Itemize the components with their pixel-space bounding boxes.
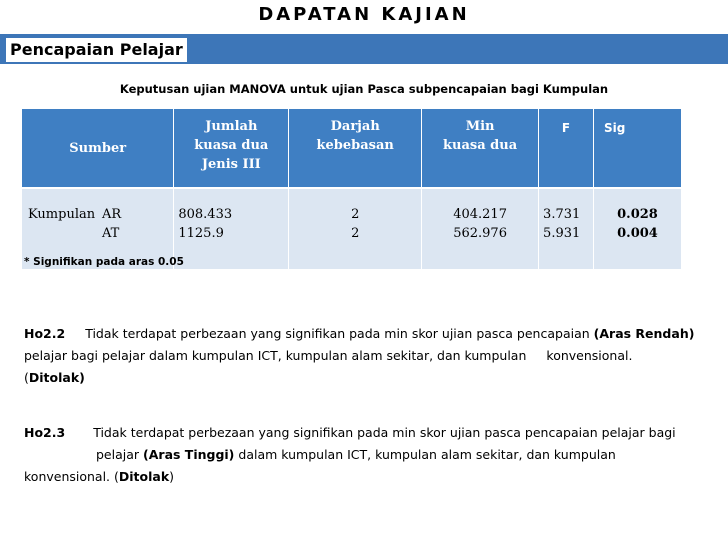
group-at: AT	[102, 226, 120, 241]
ho22-verdict: Ditolak	[28, 370, 80, 385]
group-ar: AR	[102, 207, 122, 222]
header-darjah-line2: kebebasan	[316, 138, 394, 153]
sig-at: 0.004	[617, 226, 658, 241]
header-jumlah-line2: kuasa dua	[194, 138, 269, 153]
cell-darjah	[289, 188, 422, 269]
header-jumlah-line1: Jumlah	[205, 119, 258, 134]
jumlah-at: 1125.9	[178, 226, 224, 241]
header-min-line2: kuasa dua	[443, 138, 518, 153]
ho23-close: )	[169, 469, 175, 484]
header-min	[422, 109, 539, 188]
kumpulan-label: Kumpulan	[28, 207, 96, 222]
darjah-ar: 2	[351, 207, 360, 222]
jumlah-ar: 808.433	[178, 207, 233, 222]
header-min-line1: Min	[465, 119, 495, 134]
sig-ar: 0.028	[617, 207, 658, 222]
ho22-close: )	[79, 370, 85, 385]
header-sig: Sig	[594, 109, 682, 188]
ho23-verdict: Ditolak	[118, 469, 170, 484]
f-at: 5.931	[543, 226, 581, 241]
slide-title: DAPATAN KAJIAN	[258, 4, 470, 25]
ho22-open: (	[24, 370, 29, 385]
significance-footnote: * Signifikan pada aras 0.05	[24, 256, 184, 268]
hypothesis-ho23	[24, 422, 704, 488]
table-header-row	[22, 109, 682, 188]
manova-table	[22, 109, 682, 269]
ho22-aras-rendah: (Aras Rendah)	[593, 326, 695, 341]
cell-f	[539, 188, 594, 269]
hypothesis-ho22	[24, 323, 704, 389]
ho22-text-3: konvensional.	[546, 348, 633, 363]
ho23-label: Ho2.3	[24, 425, 66, 440]
header-f: F	[539, 109, 594, 188]
ho23-aras-tinggi: (Aras Tinggi)	[143, 447, 235, 462]
min-ar: 404.217	[453, 207, 507, 222]
table-caption: Keputusan ujian MANOVA untuk ujian Pasca subpencapaian bagi Kumpulan	[119, 82, 609, 96]
ho23-text-1: Tidak terdapat perbezaan yang signifikan pada min skor ujian pasca pencapaian pelajar bagi	[93, 425, 676, 440]
header-jumlah-line3: Jenis III	[201, 157, 261, 172]
cell-min	[422, 188, 539, 269]
ho22-text-1: Tidak terdapat perbezaan yang signifikan pada min skor ujian pasca pencapaian	[85, 326, 590, 341]
ho23-text-3: dalam kumpulan ICT, kumpulan alam sekitar, dan kumpulan	[238, 447, 616, 462]
header-darjah	[289, 109, 422, 188]
header-jumlah	[174, 109, 289, 188]
min-at: 562.976	[453, 226, 507, 241]
f-ar: 3.731	[543, 207, 581, 222]
ho23-text-4: konvensional. (	[24, 469, 119, 484]
darjah-at: 2	[351, 226, 360, 241]
ho23-text-2: pelajar	[96, 447, 140, 462]
section-label: Pencapaian Pelajar	[6, 38, 187, 62]
cell-sig	[594, 188, 682, 269]
header-darjah-line1: Darjah	[330, 119, 380, 134]
ho22-label: Ho2.2	[24, 326, 66, 341]
cell-jumlah	[174, 188, 289, 269]
ho22-text-2: pelajar bagi pelajar dalam kumpulan ICT, kumpulan alam sekitar, dan kumpulan	[24, 348, 527, 363]
header-sumber: Sumber	[22, 109, 174, 188]
